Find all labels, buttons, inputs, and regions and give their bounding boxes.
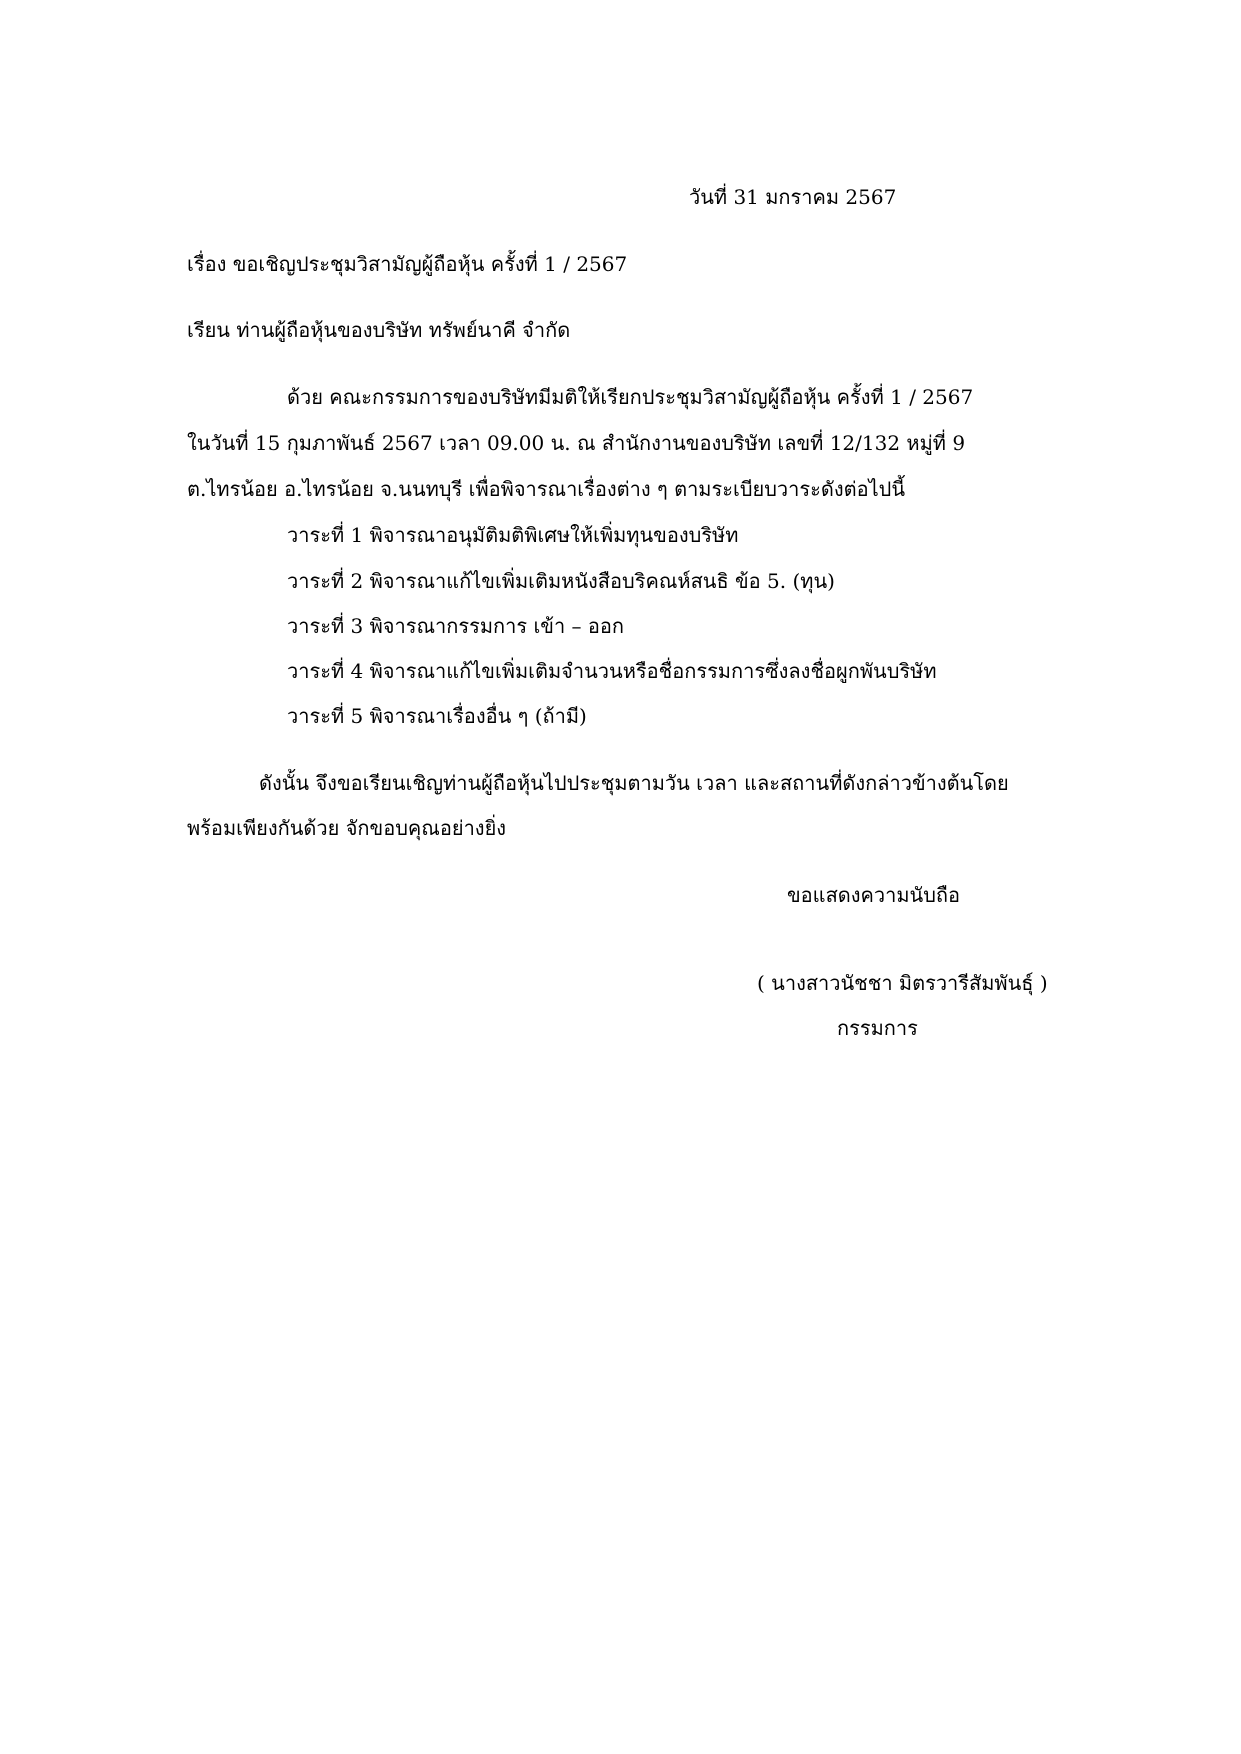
agenda-item-5: วาระที่ 5 พิจารณาเรื่องอื่น ๆ (ถ้ามี) xyxy=(287,704,587,728)
body-line-3: ต.ไทรน้อย อ.ไทรน้อย จ.นนทบุรี เพื่อพิจารณาเรื่องต่าง ๆ ตามระเบียบวาระดังต่อไปนี้ xyxy=(187,477,906,501)
agenda-item-1: วาระที่ 1 พิจารณาอนุมัติมติพิเศษให้เพิ่มทุนของบริษัท xyxy=(287,523,739,547)
body-line-2: ในวันที่ 15 กุมภาพันธ์ 2567 เวลา 09.00 น. ณ สำนักงานของบริษัท เลขที่ 12/132 หมู่ที่ 9 xyxy=(187,431,966,455)
agenda-item-3: วาระที่ 3 พิจารณากรรมการ เข้า – ออก xyxy=(287,614,625,638)
date-line: วันที่ 31 มกราคม 2567 xyxy=(689,185,897,209)
signer-name: ( นางสาวนัชชา มิตรวารีสัมพันธุ์ ) xyxy=(757,971,1048,995)
regards-line: ขอแสดงความนับถือ xyxy=(787,883,961,907)
subject-line: เรื่อง ขอเชิญประชุมวิสามัญผู้ถือหุ้น ครั้งที่ 1 / 2567 xyxy=(187,252,628,276)
body-line-1: ด้วย คณะกรรมการของบริษัทมีมติให้เรียกประชุมวิสามัญผู้ถือหุ้น ครั้งที่ 1 / 2567 xyxy=(287,385,974,409)
closing-line-2: พร้อมเพียงกันด้วย จักขอบคุณอย่างยิ่ง xyxy=(187,816,507,840)
agenda-item-4: วาระที่ 4 พิจารณาแก้ไขเพิ่มเติมจำนวนหรือชื่อกรรมการซึ่งลงชื่อผูกพันบริษัท xyxy=(287,659,937,683)
agenda-item-2: วาระที่ 2 พิจารณาแก้ไขเพิ่มเติมหนังสือบริคณห์สนธิ ข้อ 5. (ทุน) xyxy=(287,569,835,593)
signer-title: กรรมการ xyxy=(837,1016,918,1040)
closing-line-1: ดังนั้น จึงขอเรียนเชิญท่านผู้ถือหุ้นไปประชุมตามวัน เวลา และสถานที่ดังกล่าวข้างต้นโดย xyxy=(259,771,1009,795)
salutation-line: เรียน ท่านผู้ถือหุ้นของบริษัท ทรัพย์นาคี จำกัด xyxy=(187,318,571,342)
